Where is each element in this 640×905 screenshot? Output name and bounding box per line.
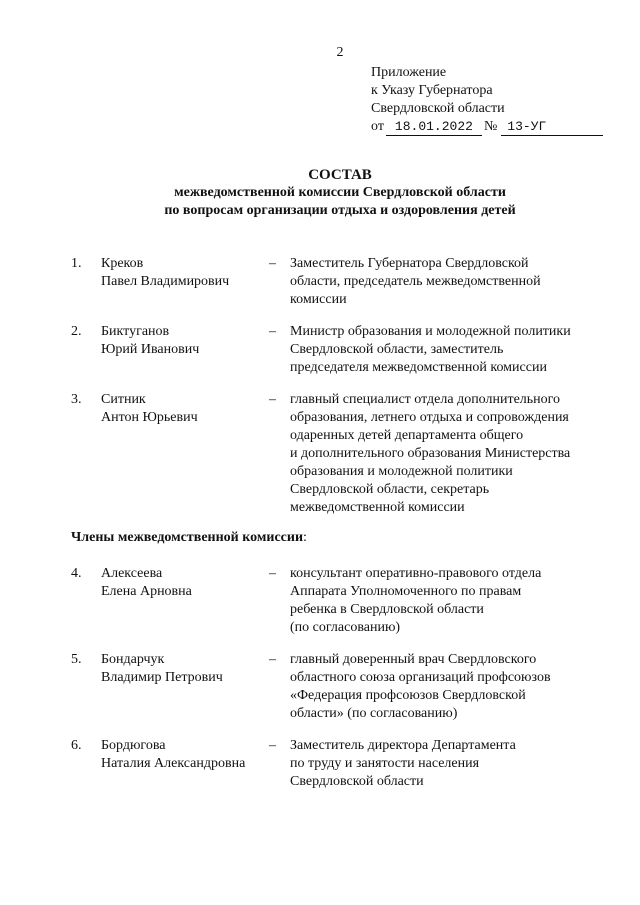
- entry-name: [101, 255, 271, 291]
- position-line: образования и молодежной политики: [290, 464, 513, 479]
- members-section-heading: [71, 529, 307, 547]
- position-line: Свердловской области: [290, 774, 424, 789]
- appendix-line-1: Приложение: [371, 65, 447, 80]
- given-names: Антон Юрьевич: [101, 410, 198, 425]
- position-line: (по согласованию): [290, 620, 401, 635]
- surname: Бордюгова: [101, 738, 166, 753]
- entry-position: [290, 323, 610, 377]
- entry-dash: –: [269, 566, 276, 581]
- entry-name: [101, 651, 271, 687]
- position-line: «Федерация профсоюзов Свердловской: [290, 688, 526, 703]
- entry-number: 2.: [71, 324, 82, 339]
- entry-number: 1.: [71, 256, 82, 271]
- surname: Креков: [101, 256, 144, 271]
- members-heading-text: Члены межведомственной комиссии: [71, 530, 304, 545]
- position-line: Министр образования и молодежной политики: [290, 324, 571, 339]
- position-line: областного союза организаций профсоюзов: [290, 670, 551, 685]
- entry-dash: –: [269, 324, 276, 339]
- date-value: 18.01.2022: [386, 119, 482, 136]
- appendix-date-line: [371, 118, 611, 136]
- number-prefix: №: [483, 119, 498, 134]
- given-names: Елена Арновна: [101, 584, 192, 599]
- position-line: области» (по согласованию): [290, 706, 458, 721]
- heading-subtitle-2: по вопросам организации отдыха и оздоровления детей: [164, 203, 516, 218]
- entry-dash: –: [269, 256, 276, 271]
- given-names: Юрий Иванович: [101, 342, 200, 357]
- entry-number: 3.: [71, 392, 82, 407]
- page-number: 2: [336, 45, 344, 60]
- surname: Биктуганов: [101, 324, 170, 339]
- members-heading-colon: :: [303, 530, 307, 545]
- appendix-line-3: Свердловской области: [371, 101, 505, 116]
- position-line: межведомственной комиссии: [290, 500, 465, 515]
- position-line: одаренных детей департамента общего: [290, 428, 524, 443]
- appendix-block: [371, 64, 611, 136]
- entry-position: [290, 565, 610, 637]
- entry-number: 4.: [71, 566, 82, 581]
- document-heading: [0, 166, 640, 220]
- entry-number: 6.: [71, 738, 82, 753]
- entry-position: [290, 651, 610, 723]
- given-names: Наталия Александровна: [101, 756, 246, 771]
- entry-dash: –: [269, 392, 276, 407]
- entry-dash: –: [269, 652, 276, 667]
- date-prefix: от: [371, 119, 384, 134]
- position-line: консультант оперативно-правового отдела: [290, 566, 542, 581]
- surname: Бондарчук: [101, 652, 165, 667]
- entry-dash: –: [269, 738, 276, 753]
- entry-position: [290, 737, 610, 791]
- position-line: главный доверенный врач Свердловского: [290, 652, 537, 667]
- heading-title: СОСТАВ: [308, 167, 372, 183]
- entry-name: [101, 391, 271, 427]
- entry-name: [101, 323, 271, 359]
- surname: Ситник: [101, 392, 146, 407]
- position-line: и дополнительного образования Министерства: [290, 446, 571, 461]
- position-line: области, председатель межведомственной: [290, 274, 541, 289]
- given-names: Владимир Петрович: [101, 670, 223, 685]
- appendix-line-2: к Указу Губернатора: [371, 83, 493, 98]
- number-value: 13-УГ: [501, 119, 603, 136]
- position-line: председателя межведомственной комиссии: [290, 360, 547, 375]
- heading-subtitle-1: межведомственной комиссии Свердловской области: [174, 185, 506, 200]
- position-line: Заместитель Губернатора Свердловской: [290, 256, 529, 271]
- given-names: Павел Владимирович: [101, 274, 230, 289]
- entry-name: [101, 565, 271, 601]
- position-line: образования, летнего отдыха и сопровождения: [290, 410, 569, 425]
- entry-position: [290, 255, 610, 309]
- surname: Алексеева: [101, 566, 163, 581]
- position-line: Аппарата Уполномоченного по правам: [290, 584, 522, 599]
- position-line: комиссии: [290, 292, 347, 307]
- position-line: ребенка в Свердловской области: [290, 602, 484, 617]
- position-line: по труду и занятости населения: [290, 756, 480, 771]
- position-line: главный специалист отдела дополнительного: [290, 392, 561, 407]
- entry-position: [290, 391, 610, 517]
- entry-number: 5.: [71, 652, 82, 667]
- position-line: Свердловской области, секретарь: [290, 482, 490, 497]
- position-line: Свердловской области, заместитель: [290, 342, 504, 357]
- position-line: Заместитель директора Департамента: [290, 738, 516, 753]
- entry-name: [101, 737, 271, 773]
